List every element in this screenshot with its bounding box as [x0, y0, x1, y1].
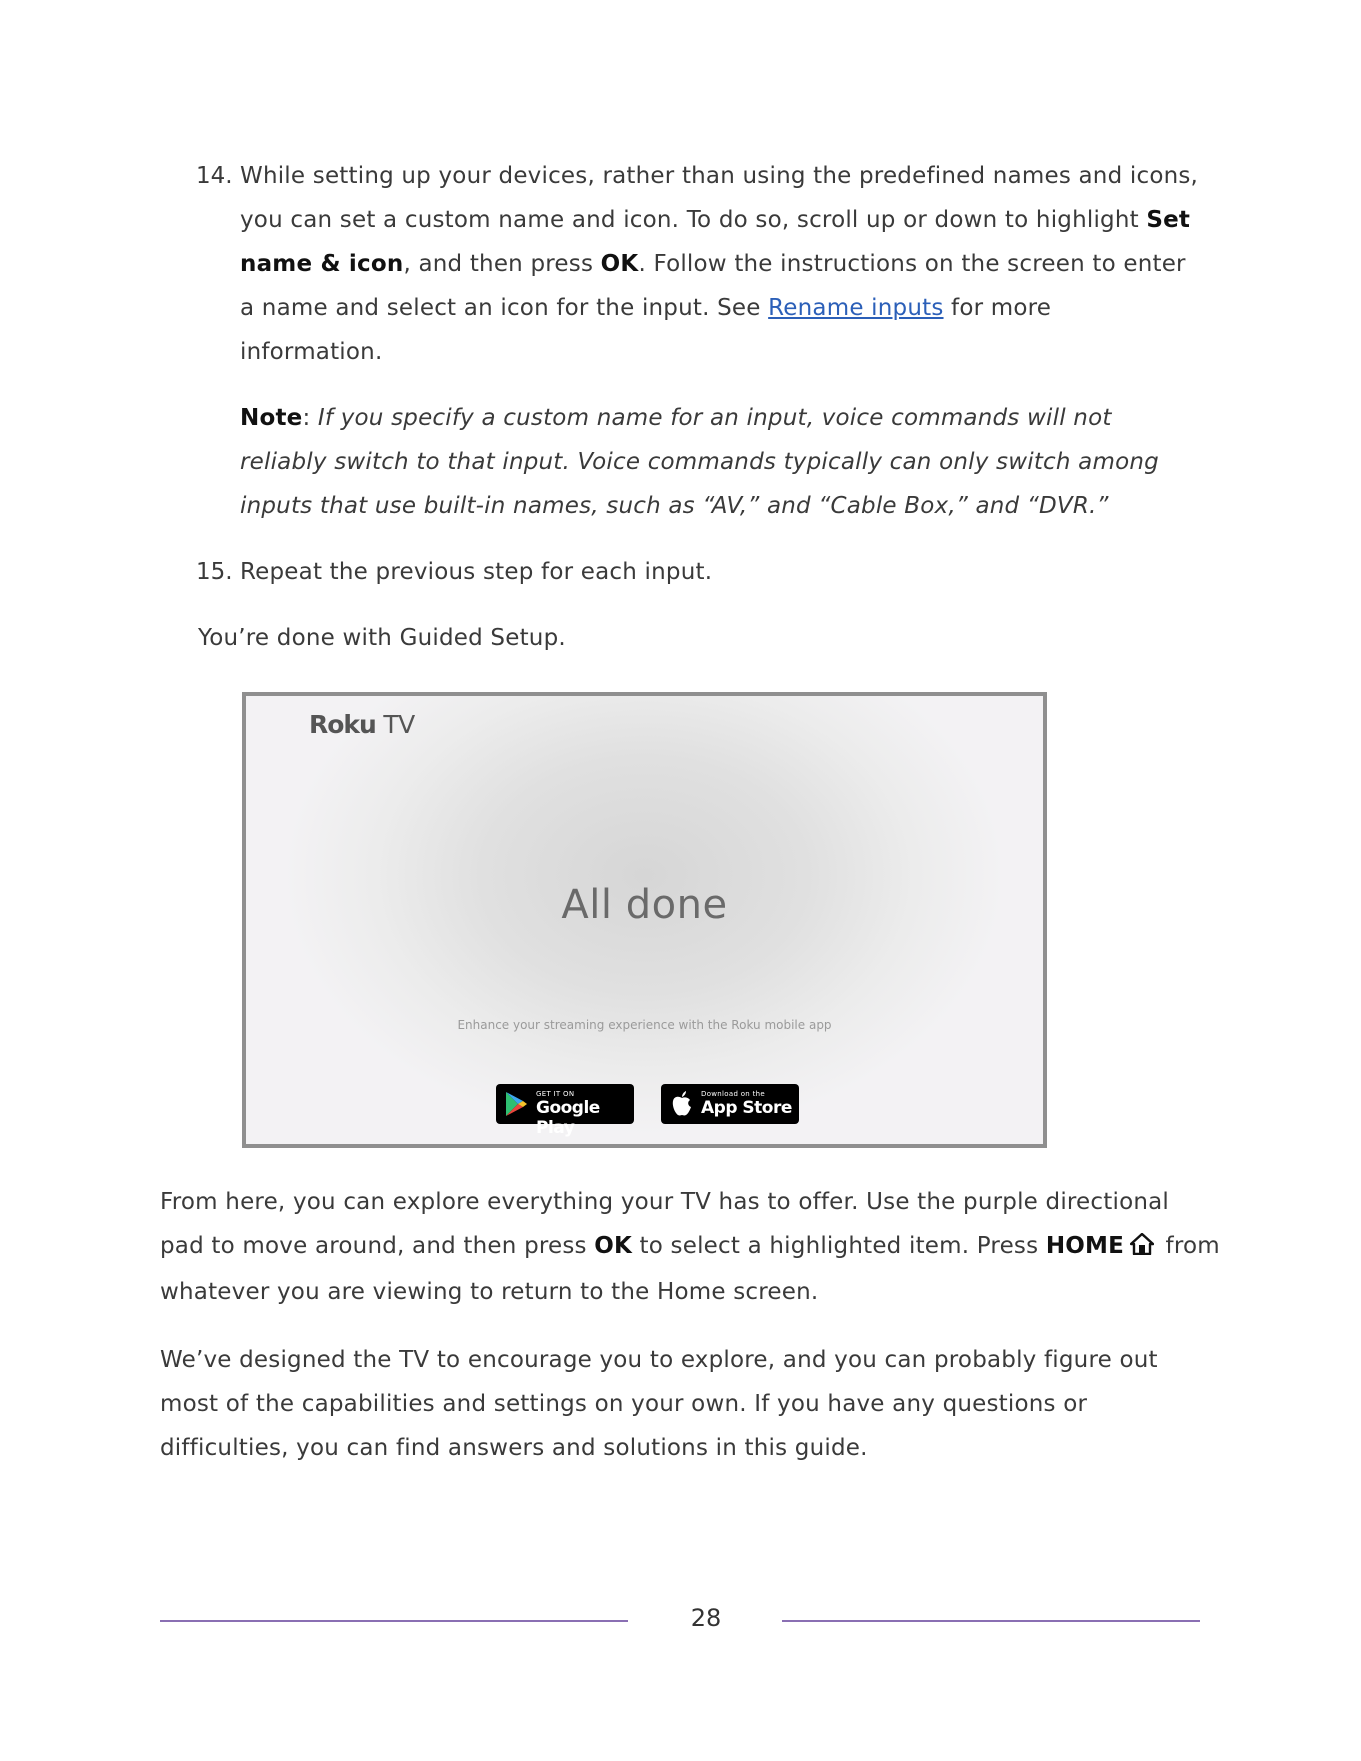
step-14-text: While setting up your devices, rather than using the predefined names and icons, you can set a custom name and icon. To do so, scroll up or down to highlight Set name & icon, and then press OK. Follow the instructions on the screen to enter a name and select an icon for the input. See Rename inputs for more information.	[240, 163, 1199, 365]
ok-label-2: OK	[594, 1233, 633, 1259]
google-play-badge[interactable]	[496, 1084, 634, 1138]
google-play-icon	[504, 1091, 528, 1121]
page-number: 28	[690, 1604, 722, 1632]
all-done-screenshot	[242, 692, 1047, 1148]
note-paragraph: Note: If you specify a custom name for an input, voice commands will not reliably switch to that input. Voice commands typically can only switch among inputs that use built-in names, such as “AV,” and “Cable Box,” and “DVR.”	[240, 405, 1159, 519]
set-name-icon-label: Set name & icon	[240, 207, 1191, 277]
done-text: You’re done with Guided Setup.	[198, 625, 566, 651]
note-text: If you specify a custom name for an input, voice commands will not reliably switch to that input. Voice commands typically can only switch among inputs that use built-in names, such as “AV,” and “Cable Box,” and “DVR.”	[240, 405, 1159, 519]
step-14-number: 14.	[196, 163, 233, 189]
app-store-small-text: Download on the	[701, 1090, 765, 1098]
ok-label: OK	[600, 251, 639, 277]
google-play-big-text: Google Play	[536, 1098, 600, 1138]
google-play-small-text: GET IT ON	[536, 1090, 575, 1098]
note-label: Note	[240, 405, 303, 431]
mobile-app-subtext: Enhance your streaming experience with the Roku mobile app	[457, 1018, 832, 1032]
roku-tv-logo: Roku TV	[309, 710, 415, 739]
footer-rule-left	[160, 1620, 628, 1622]
all-done-heading: All done	[561, 882, 728, 928]
apple-icon	[671, 1090, 693, 1121]
app-store-big-text: App Store	[701, 1098, 792, 1118]
footer-rule-right	[782, 1620, 1200, 1622]
home-label: HOME	[1045, 1233, 1125, 1259]
guide-paragraph: We’ve designed the TV to encourage you to explore, and you can probably figure out most of the capabilities and settings on your own. If you have any questions or difficulties, you can find answers and solutions in this guide.	[160, 1347, 1158, 1461]
home-icon	[1130, 1226, 1154, 1270]
explore-paragraph: From here, you can explore everything your TV has to offer. Use the purple directional pad to move around, and then press OK to select a highlighted item. Press HOME from whatever you are viewing to return to the Home screen.	[160, 1189, 1220, 1305]
rename-inputs-link[interactable]: Rename inputs	[768, 295, 944, 321]
step-15-number: 15.	[196, 559, 233, 585]
app-store-badge[interactable]	[661, 1084, 799, 1124]
step-15-text: Repeat the previous step for each input.	[240, 559, 713, 585]
